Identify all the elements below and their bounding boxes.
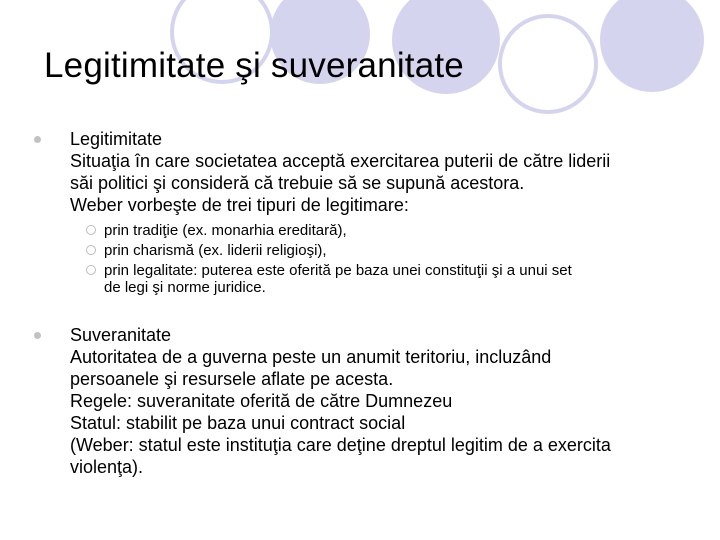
text-line: (Weber: statul este instituţia care deţine dreptul legitim de a exercita (70, 435, 611, 455)
text-line: violenţa). (70, 457, 144, 477)
text-line: Regele: suveranitate oferită de către Dumnezeu (70, 391, 453, 411)
slide-title: Legitimitate şi suveranitate (44, 46, 464, 85)
sub-list-item (88, 242, 668, 259)
text-line: Statul: stabilit pe baza unui contract social (70, 413, 406, 433)
bullet-body (70, 324, 685, 478)
text-line: săi politici şi consideră că trebuie să se supună acestora. (70, 173, 525, 193)
decorative-circle-3 (600, 0, 704, 92)
bullet-body (70, 128, 685, 216)
bullet-dot-icon (34, 136, 41, 143)
text-line: Weber vorbeşte de trei tipuri de legitimare: (70, 195, 409, 215)
section-heading: Suveranitate (70, 325, 172, 345)
ring-bullet-icon (86, 245, 96, 255)
sub-item-text: prin tradiţie (ex. monarhia ereditară), (104, 222, 347, 239)
text-line: Autoritatea de a guverna peste un anumit teritoriu, incluzând (70, 347, 552, 367)
sub-item-text: de legi şi norme juridice. (104, 279, 266, 296)
sub-item-text: prin legalitate: puterea este oferită pe baza unei constituţii şi a unui set (104, 262, 572, 279)
bullet-dot-icon (34, 332, 41, 339)
sub-list-legitimare (88, 222, 668, 299)
sub-item-text: prin charismă (ex. liderii religioşi), (104, 242, 327, 259)
ring-bullet-icon (86, 225, 96, 235)
text-line: persoanele şi resursele aflate pe acesta. (70, 369, 394, 389)
sub-list-item (88, 262, 668, 296)
decorative-ring-2 (498, 14, 598, 114)
section-heading: Legitimitate (70, 129, 163, 149)
ring-bullet-icon (86, 265, 96, 275)
text-line: Situaţia în care societatea acceptă exercitarea puterii de către liderii (70, 151, 611, 171)
sub-list-item (88, 222, 668, 239)
